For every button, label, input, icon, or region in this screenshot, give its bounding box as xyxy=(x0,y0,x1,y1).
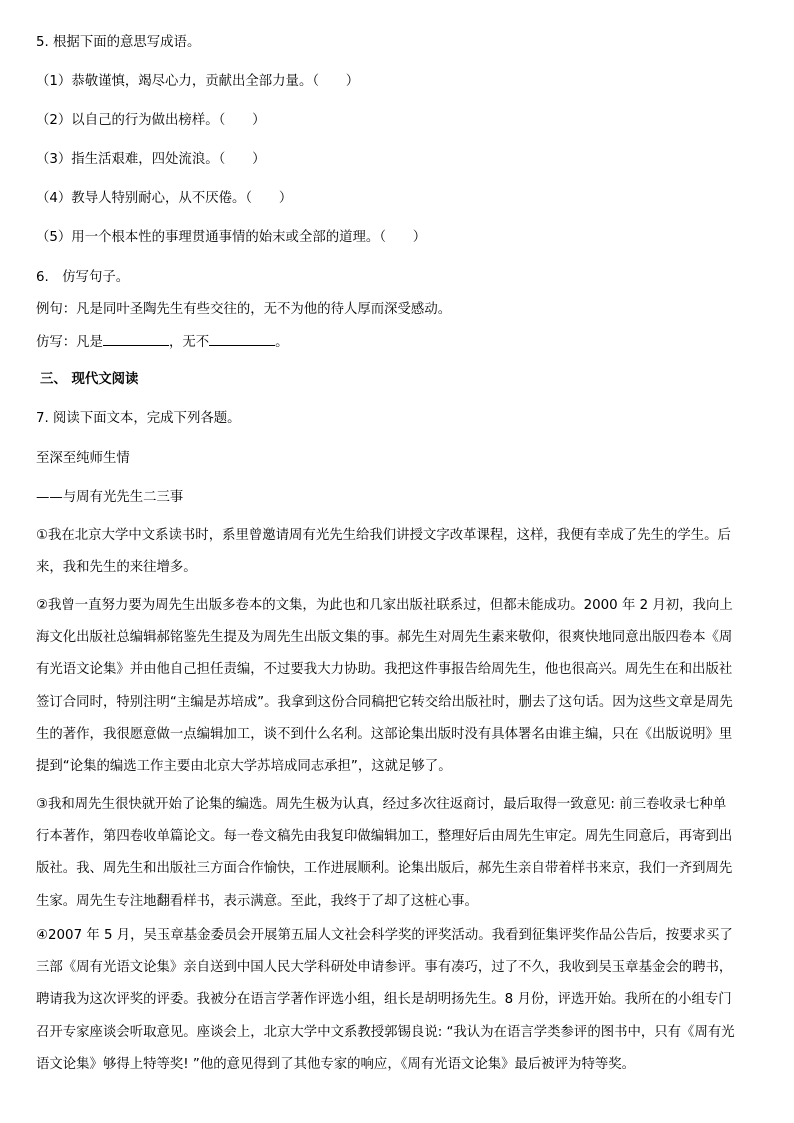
q6-example: 例句：凡是同叶圣陶先生有些交往的，无不为他的待人厚而深受感动。 xyxy=(36,302,452,317)
q5-item-3: （3）指生活艰难，四处流浪。（ ） xyxy=(36,152,266,167)
imitate-middle: ，无不 xyxy=(168,335,210,350)
paragraph-line: ④2007 年 5 月，吴玉章基金委员会开展第五届人文社会科学奖的评奖活动。我看到征集评奖作品公告后，按要求买了 xyxy=(36,928,733,943)
answer-blank-1[interactable] xyxy=(103,333,169,346)
q5-item-2: （2）以自己的行为做出榜样。（ ） xyxy=(36,113,266,128)
paragraph-4 xyxy=(36,920,772,1081)
q5-item-1: （1）恭敬谨慎，竭尽心力，贡献出全部力量。（ ） xyxy=(36,74,360,89)
paragraph-line: ①我在北京大学中文系读书时，系里曾邀请周有光先生给我们讲授文字改革课程，这样，我便有幸成了先生的学生。后 xyxy=(36,528,731,543)
imitate-prefix: 仿写：凡是 xyxy=(36,335,103,350)
paragraph-line: 生的著作，我很愿意做一点编辑加工，谈不到什么名利。这部论集出版时没有具体署名由谁主编，只在《出版说明》里 xyxy=(36,726,733,742)
paragraph-line: 有光语文论集》并由他自己担任责编，不过要我大力协助。我把这件事报告给周先生，他也很高兴。周先生在和出版社 xyxy=(36,662,733,678)
paragraph-line: 来，我和先生的来往增多。 xyxy=(36,560,197,576)
paragraph-line: 语文论集》够得上特等奖! ”他的意见得到了其他专家的响应，《周有光语文论集》最后被评为特等奖。 xyxy=(36,1056,636,1072)
q6-title: 6. 仿写句子。 xyxy=(36,270,130,285)
paragraph-line: 行本著作，第四卷收单篇论文。每一卷文稿先由我复印做编辑加工，整理好后由周先生审定。周先生同意后，再寄到出 xyxy=(36,829,733,845)
article-subtitle: ——与周有光先生二三事 xyxy=(36,490,184,505)
paragraph-line: 生家。周先生专注地翻看样书，表示满意。至此，我终于了却了这桩心事。 xyxy=(36,893,478,909)
paragraph-1 xyxy=(36,520,772,584)
paragraph-line: 聘请我为这次评奖的评委。我被分在语言学著作评选小组，组长是胡明扬先生。8 月份，评选开始。我所在的小组专门 xyxy=(36,992,732,1008)
paragraph-line: ③我和周先生很快就开始了论集的编选。周先生极为认真，经过多次往返商讨，最后取得一致意见: 前三卷收录七种单 xyxy=(36,797,727,812)
answer-blank-2[interactable] xyxy=(209,333,275,346)
paragraph-line: 召开专家座谈会听取意见。座谈会上，北京大学中文系教授郭锡良说: “我认为在语言学类参评的图书中，只有《周有光 xyxy=(36,1024,735,1040)
paragraph-line: 签订合同时，特别注明“主编是苏培成”。我拿到这份合同稿把它转交给出版社时，删去了这句话。因为这些文章是周先 xyxy=(36,694,733,710)
paragraph-line: 海文化出版社总编辑郝铭鉴先生提及为周先生出版文集的事。郝先生对周先生素来敬仰，很爽快地同意出版四卷本《周 xyxy=(36,630,733,646)
article-title: 至深至纯师生情 xyxy=(36,451,130,466)
q5-item-5: （5）用一个根本性的事理贯通事情的始末或全部的道理。（ ） xyxy=(36,230,427,245)
paragraph-line: 版社。我、周先生和出版社三方面合作愉快，工作进展顺利。论集出版后，郝先生亲自带着样书来京，我们一齐到周先 xyxy=(36,861,733,877)
q6-imitate xyxy=(36,333,289,351)
q5-title: 5. 根据下面的意思写成语。 xyxy=(36,35,201,50)
paragraph-2 xyxy=(36,590,772,783)
q5-item-4: （4）教导人特别耐心，从不厌倦。（ ） xyxy=(36,191,293,206)
q7-title: 7. 阅读下面文本，完成下列各题。 xyxy=(36,411,241,426)
section-3-heading: 三、 现代文阅读 xyxy=(40,372,139,387)
paragraph-line: 提到“论集的编选工作主要由北京大学苏培成同志承担”，这就足够了。 xyxy=(36,758,452,774)
paragraph-line: 三部《周有光语文论集》亲自送到中国人民大学科研处申请参评。事有凑巧，过了不久，我收到吴玉章基金会的聘书， xyxy=(36,960,733,976)
imitate-suffix: 。 xyxy=(275,335,289,350)
paragraph-line: ②我曾一直努力要为周先生出版多卷本的文集，为此也和几家出版社联系过，但都未能成功。2000 年 2 月初，我向上 xyxy=(36,598,733,613)
paragraph-3 xyxy=(36,789,772,918)
